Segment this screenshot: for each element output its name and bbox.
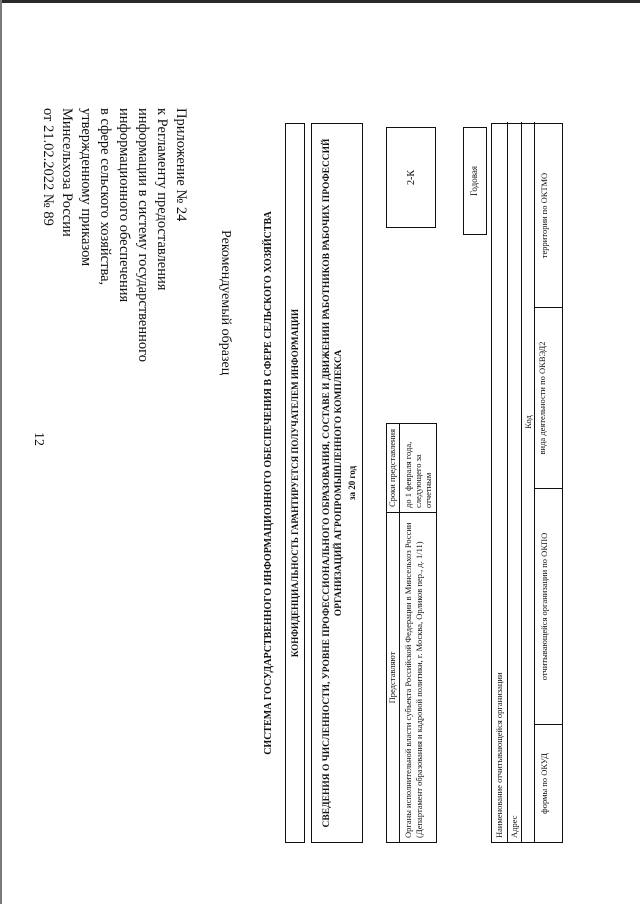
confidentiality-notice: КОНФИДЕНЦИАЛЬНОСТЬ ГАРАНТИРУЕТСЯ ПОЛУЧАТЕЛЕМ ИНФОРМАЦИИ xyxy=(290,308,300,658)
organization-table xyxy=(491,123,563,843)
code-header: Код xyxy=(523,415,533,429)
address-label: Адрес xyxy=(509,815,519,838)
org-name-label: Наименование отчитывающейся организации xyxy=(494,672,504,838)
okved-column: вида деятельности по ОКВЭД2 xyxy=(535,307,562,488)
submitters-text: Органы исполнительной власти субъекта Российской Федерации в Минсельхоз России (Департамент образования и кадровой политики, г. Москва, Орликов пер., д. 1/11) xyxy=(400,512,436,842)
header-line: к Регламенту предоставления xyxy=(154,108,170,291)
address-row xyxy=(508,122,522,842)
header-line: утвержденному приказом xyxy=(78,108,94,267)
scan-edge-left xyxy=(0,0,2,904)
report-period: за 20 год xyxy=(347,465,357,501)
code-header-row xyxy=(522,122,535,842)
header-line: Приложение № 24 xyxy=(173,108,189,222)
deadline-header: Сроки представления xyxy=(387,424,400,512)
periodicity-label: Годовая xyxy=(469,166,479,196)
header-line: информации в систему государственного xyxy=(135,108,151,362)
submitters-header: Представляют xyxy=(387,512,400,842)
header-line: Минсельхоза России xyxy=(59,108,75,237)
submission-table xyxy=(386,423,437,843)
deadline-text: до 1 февраля года, следующего за отчетным xyxy=(403,441,433,508)
oktmo-column: территории по ОКТМО xyxy=(539,172,549,259)
okud-column: формы по ОКУД xyxy=(535,724,562,842)
report-title: СВЕДЕНИЯ О ЧИСЛЕННОСТИ, УРОВНЕ ПРОФЕССИОНАЛЬНОГО ОБРАЗОВАНИЯ, СОСТАВЕ И ДВИЖЕНИИ РАБОТНИКОВ РАБОЧИХ ПРОФЕССИЙ ОРГАНИЗАЦИЙ АГРОПРОМЫШЛЕННОГО КОМПЛЕКСА xyxy=(322,138,344,828)
header-line: от 21.02.2022 № 89 xyxy=(40,108,56,226)
org-name-row xyxy=(492,122,508,842)
system-title: СИСТЕМА ГОСУДАРСТВЕННОГО ИНФОРМАЦИОННОГО ОБЕСПЕЧЕНИЯ В СФЕРЕ СЕЛЬСКОГО ХОЗЯЙСТВА xyxy=(263,211,274,755)
scan-edge-top xyxy=(0,0,640,3)
header-line: в сфере сельского хозяйства, xyxy=(97,108,113,286)
statistical-form xyxy=(263,123,563,843)
header-line: информационного обеспечения xyxy=(116,108,132,303)
page-number: 12 xyxy=(31,432,46,446)
form-code: 2-К xyxy=(406,170,417,185)
okpo-column: отчитывающейся организации по ОКПО xyxy=(535,488,562,724)
appendix-header xyxy=(38,108,190,428)
recommended-sample-label: Рекомендуемый образец xyxy=(218,230,233,376)
